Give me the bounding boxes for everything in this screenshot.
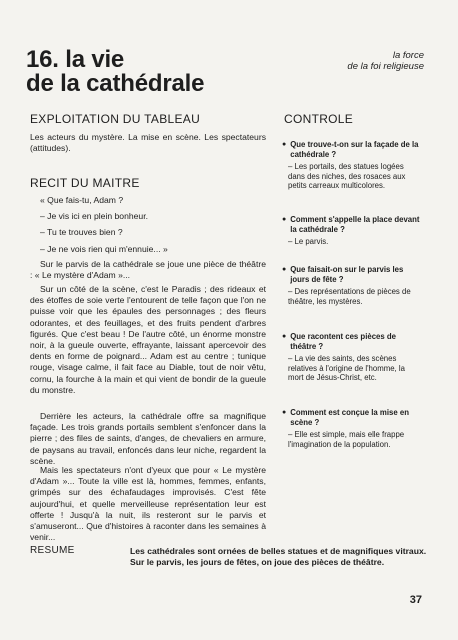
controle-answer: – Elle est simple, mais elle frappe l'imagination de la population. <box>288 430 405 449</box>
controle-item <box>282 140 422 191</box>
controle-question: Que faisait-on sur le parvis les jours de fête ? <box>290 265 404 284</box>
exploitation-paragraph: Les acteurs du mystère. La mise en scène. Les spectateurs (attitudes). <box>30 132 266 154</box>
controle-question-row <box>282 408 422 427</box>
controle-question: Que trouve-t-on sur la façade de la cathédrale ? <box>290 140 419 159</box>
controle-question-row <box>282 140 422 159</box>
recit-paragraph: Sur un côté de la scène, c'est le Paradis ; des rideaux et des étoffes de soie verte l'entourent de telle façon que l'on ne puisse voir que les épaules des personnages ; des fleurs odorantes, et des feuillages, et des fruits pendent d'arbres figurés. Que c'est beau ! De l'autre côté, un énorme monstre noir, à la gueule ouverte, effrayante, laissant apercevoir des dents en forme de poignard... Adam est au centre ; tunique rouge, visage calme, il fait face au Diable, tout de noir vêtu, cornu, la fourche à la main et qui vient de bondir de la gueule du monstre. <box>30 284 266 395</box>
controle-question-row <box>282 215 422 234</box>
controle-item <box>282 265 422 306</box>
recit-paragraph: Derrière les acteurs, la cathédrale offre sa magnifique façade. Les trois grands portails semblent s'enfoncer dans la pierre ; des files de saints, d'anges, de chevaliers en armure, de paysans au travail, enfoncés dans leur niche, regardent la scène. <box>30 411 266 466</box>
dialogue-line: – Je vis ici en plein bonheur. <box>40 211 148 222</box>
controle-heading: CONTROLE <box>284 112 354 126</box>
bullet-icon: ● <box>282 266 287 273</box>
recit-paragraph: Sur le parvis de la cathédrale se joue une pièce de théâtre : « Le mystère d'Adam »... <box>30 259 266 281</box>
dialogue-line: – Je ne vois rien qui m'ennuie... » <box>40 243 168 254</box>
recit-dialogue <box>40 195 266 260</box>
dialogue-line: « Que fais-tu, Adam ? <box>40 195 124 205</box>
recit-paragraph-4 <box>30 465 266 543</box>
recit-paragraph-1 <box>30 259 266 281</box>
chapter-title-line-1: 16. la vie <box>26 46 125 73</box>
controle-answer: – Les portails, des statues logées dans des niches, des rosaces aux petits carreaux multicolores. <box>288 162 406 191</box>
resume-text: Les cathédrales sont ornées de belles statues et de magnifiques vitraux. Sur le parvis, les jours de fêtes, on joue des pièces de théâtre. <box>130 546 427 567</box>
controle-item <box>282 408 422 449</box>
exploitation-heading: EXPLOITATION DU TABLEAU <box>30 112 201 126</box>
exploitation-text <box>30 132 266 154</box>
dialogue-line: – Tu te trouves bien ? <box>40 227 123 238</box>
chapter-title <box>26 48 204 96</box>
subtitle-line-2: de la foi religieuse <box>347 61 424 72</box>
recit-heading: RECIT DU MAITRE <box>30 176 140 190</box>
controle-question-row <box>282 265 422 284</box>
controle-question: Comment s'appelle la place devant la cathédrale ? <box>290 215 420 234</box>
controle-answer: – Le parvis. <box>288 237 329 247</box>
controle-question-row <box>282 332 422 351</box>
recit-paragraph-3 <box>30 411 266 467</box>
controle-question: Comment est conçue la mise en scène ? <box>290 408 409 427</box>
resume-label: RESUME <box>30 545 75 556</box>
subtitle-line-1: la force <box>392 50 424 61</box>
bullet-icon: ● <box>282 141 287 148</box>
bullet-icon: ● <box>282 409 287 416</box>
bullet-icon: ● <box>282 333 287 340</box>
controle-answer: – Des représentations de pièces de théâtre, les mystères. <box>288 287 411 306</box>
page-number: 37 <box>409 594 422 606</box>
chapter-subtitle <box>347 50 424 72</box>
chapter-title-line-2: de la cathédrale <box>26 70 205 97</box>
bullet-icon: ● <box>282 216 287 223</box>
controle-item <box>282 215 422 247</box>
controle-item <box>282 332 422 383</box>
controle-answer: – La vie des saints, des scènes relatives à l'origine de l'homme, la mort de Jésus-Christ, etc. <box>288 354 405 383</box>
controle-question: Que racontent ces pièces de théâtre ? <box>290 332 396 351</box>
recit-paragraph: Mais les spectateurs n'ont d'yeux que pour « Le mystère d'Adam »... Toute la ville est là, hommes, femmes, enfants, grimpés sur des échafaudages improvisés. C'est fête aujourd'hui, et quelle merveilleuse représentation leur est offerte ! Jusqu'à la nuit, ils resteront sur le parvis et s'amuseront... Que d'histoires à raconter dans les semaines à venir... <box>30 465 266 543</box>
recit-paragraph-2 <box>30 284 266 396</box>
